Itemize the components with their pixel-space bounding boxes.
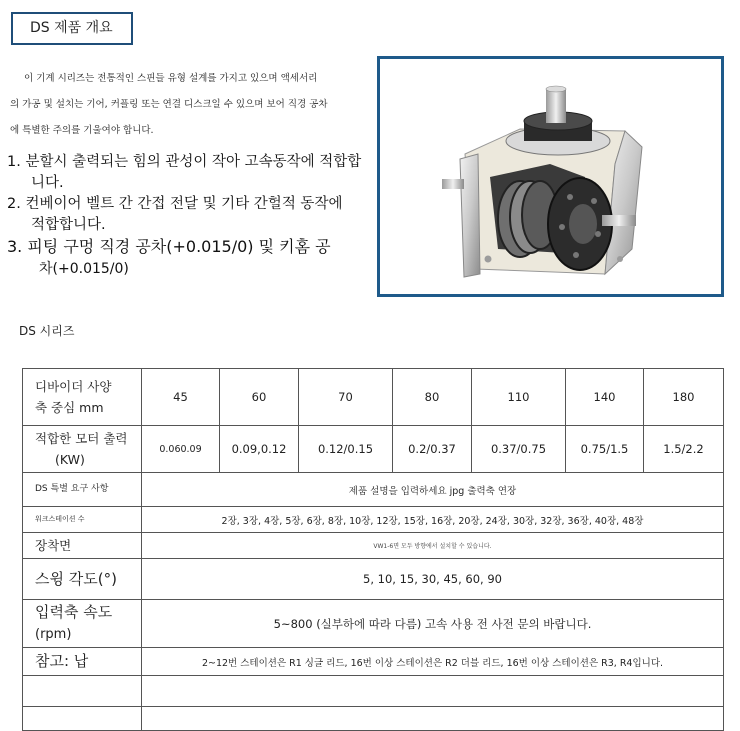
swing-value-cell: 5, 10, 15, 30, 45, 60, 90 xyxy=(142,559,724,600)
spec-label-line: 축 중심 mm xyxy=(35,400,104,415)
empty-cell xyxy=(23,676,142,707)
table-row xyxy=(23,600,724,648)
feature-line-continued: 차(+0.015/0) xyxy=(39,261,129,277)
intro-line: 에 특별한 주의를 기울여야 합니다. xyxy=(10,125,154,136)
special-label-cell: DS 특별 요구 사항 xyxy=(23,473,142,507)
motor-label-line: 적합한 모터 출력 xyxy=(35,431,128,446)
table-row xyxy=(23,533,724,559)
motor-label-line: (KW) xyxy=(55,452,85,467)
motor-label-cell xyxy=(23,426,142,473)
intro-text xyxy=(10,66,362,144)
table-row xyxy=(23,559,724,600)
table-row xyxy=(23,707,724,731)
size-cell: 70 xyxy=(299,369,393,426)
speed-label-line: 입력축 속도 xyxy=(35,603,113,621)
feature-list xyxy=(7,152,367,280)
intro-line: 이 기계 시리즈는 전통적인 스핀들 유형 설계를 가지고 있으며 액세서리 xyxy=(24,73,318,84)
feature-line: 3. 피팅 구멍 직경 공차(+0.015/0) 및 키홈 공 xyxy=(7,237,331,256)
size-cell: 140 xyxy=(566,369,644,426)
mount-label-cell: 장착면 xyxy=(23,533,142,559)
speed-value-cell: 5~800 (실부하에 따라 다름) 고속 사용 전 사전 문의 바랍니다. xyxy=(142,600,724,648)
mount-value-cell: VW1-6면 모두 방향에서 설치할 수 있습니다. xyxy=(142,533,724,559)
table-row xyxy=(23,426,724,473)
spec-header-cell xyxy=(23,369,142,426)
feature-item xyxy=(7,194,367,236)
feature-line: 1. 분할시 출력되는 힘의 관성이 작아 고속동작에 적합합 xyxy=(7,154,362,170)
motor-value-cell: 0.09,0.12 xyxy=(220,426,299,473)
series-label: DS 시리즈 xyxy=(19,324,75,338)
motor-value-cell: 0.75/1.5 xyxy=(566,426,644,473)
spec-table xyxy=(22,368,724,731)
table-row xyxy=(23,473,724,507)
table-row xyxy=(23,369,724,426)
stations-value-cell: 2장, 3장, 4장, 5장, 6장, 8장, 10장, 12장, 15장, 16장, 20장, 24장, 30장, 32장, 36장, 40장, 48장 xyxy=(142,507,724,533)
swing-label-cell: 스윙 각도(°) xyxy=(23,559,142,600)
feature-item xyxy=(7,152,367,194)
section-title: DS 제품 개요 xyxy=(11,12,133,45)
feature-line-continued: 니다. xyxy=(31,175,64,191)
empty-cell xyxy=(142,707,724,731)
feature-line: 2. 컨베이어 벨트 간 간접 전달 및 기타 간헐적 동작에 xyxy=(7,196,343,212)
table-row xyxy=(23,676,724,707)
empty-cell xyxy=(23,707,142,731)
size-cell: 180 xyxy=(644,369,724,426)
table-row xyxy=(23,507,724,533)
note-label-cell: 참고: 납 xyxy=(23,648,142,676)
size-cell: 80 xyxy=(393,369,472,426)
size-cell: 45 xyxy=(142,369,220,426)
feature-item xyxy=(7,236,367,280)
size-cell: 60 xyxy=(220,369,299,426)
size-cell: 110 xyxy=(472,369,566,426)
motor-value-cell: 1.5/2.2 xyxy=(644,426,724,473)
product-photo-frame xyxy=(377,56,724,297)
empty-cell xyxy=(142,676,724,707)
speed-label-cell xyxy=(23,600,142,648)
motor-value-cell: 0.37/0.75 xyxy=(472,426,566,473)
speed-label-line: (rpm) xyxy=(35,627,72,642)
intro-line: 의 가공 및 설치는 기어, 커플링 또는 연결 디스크일 수 있으며 보어 직경 공차 xyxy=(10,99,328,110)
indexer-gearbox-photo xyxy=(380,59,721,294)
motor-value-cell: 0.12/0.15 xyxy=(299,426,393,473)
motor-value-cell: 0.060.09 xyxy=(142,426,220,473)
note-value-cell: 2~12번 스테이션은 R1 싱글 리드, 16번 이상 스테이션은 R2 더블 리드, 16번 이상 스테이션은 R3, R4입니다. xyxy=(142,648,724,676)
stations-label-cell: 워크스테이션 수 xyxy=(23,507,142,533)
spec-label-line: 디바이더 사양 xyxy=(35,379,112,394)
motor-value-cell: 0.2/0.37 xyxy=(393,426,472,473)
table-row xyxy=(23,648,724,676)
feature-line-continued: 적합합니다. xyxy=(31,217,106,233)
special-value-cell: 제품 설명을 입력하세요 jpg 출력축 연장 xyxy=(142,473,724,507)
